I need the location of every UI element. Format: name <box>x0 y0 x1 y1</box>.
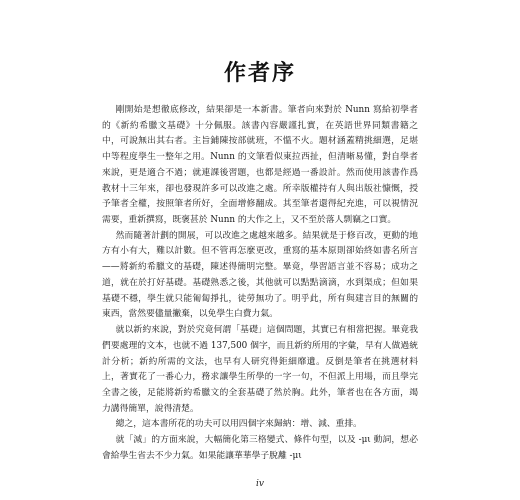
paragraph: 剛開始是想徹底修改，結果卻是一本新書。筆者向來對於 Nunn 寫給初學者的《新約希臘文基礎》十分佩服。該書內容嚴謹扎實，在英語世界同類書籍之中，可說無出其右者。主旨鋪陳按部就班，不慍不火。題材涵蓋精挑細選，足堪中等程度學生一整年之用。Nunn 的文筆看似東拉西扯，但清晰易懂，對自學者來說，更是適合不過；就連課後習題，也都是經過一番設計。然而使用該書作爲教材十三年來，卻也發現許多可以改進之處。所幸版權持有人與出版社慷慨，授予筆者全權，按照筆者所好，全面增修翻成。其至筆者還得紀充進，可以視情況需要，重新撰寫，既褒甚於 Nunn 的大作之上，又不至於落人剽竊之口實。 <box>102 105 418 226</box>
paragraph: 總之，這本書所花的功夫可以用四個字來歸納：增、減、重排。 <box>115 419 362 430</box>
paragraph: 然而隨著計劃的開展，可以改進之處越來越多。結果就是于修百改，更動的地方有小有大，難以計數。但不管再怎麼更改，重寫的基本原則卻始終如書名所言——將新約希臘文的基礎，陳述得簡明完整。畢竟，學習語言並不容易；成功之道，就在於打好基礎。基礎熟悉之後，其他就可以點點滴滴，水到渠成；但如果基礎不穩，學生就只能匍匐掙扎，徒勞無功了。明乎此，所有與建言目的無關的東西，當然要儘量撇棄，以免學生白費力氣。 <box>102 230 418 320</box>
body-text <box>102 103 418 465</box>
paragraph: 就以新約來說，對於究竟何謂「基礎」這個問題，其實已有相當把握。畢竟我們要處理的文本，也就不過 137,500 個字，而且新約所用的字彙，早有人做過統計分析；新約所需的文法，也早有人研究得鉅細靡遺。反倒是筆者在挑選材料上，著實花了一番心力，務求讓學生所學的一字一句，不但派上用場，而且學完全書之後，足能將新約希臘文的全套基礎了然於胸。此外，筆者也在各方面，竭力講得簡單，說得清楚。 <box>102 325 418 414</box>
page-number: iv <box>256 479 264 489</box>
paragraph: 就「減」的方面來說，大幅簡化第三格變式、條件句型，以及 -μι 動詞，想必會給學生省去不少力氣。如果能讓華華學子脫離 -μι <box>102 435 418 461</box>
page-title: 作者序 <box>223 61 296 86</box>
